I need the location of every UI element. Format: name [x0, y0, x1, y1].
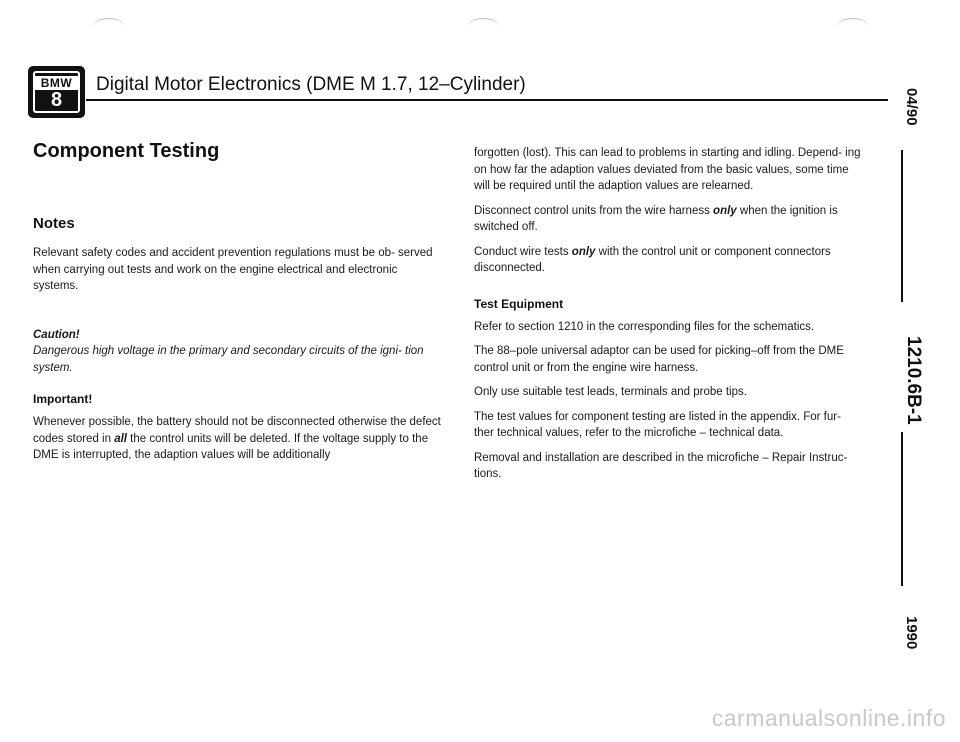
wire-test-emphasis: only — [571, 245, 596, 258]
document-title: Digital Motor Electronics (DME M 1.7, 12–Cylinder) — [96, 74, 526, 95]
test-equipment-item-2: The 88–pole universal adaptor can be used for picking–off from the DME control unit or from the engine wire harness. — [474, 345, 844, 374]
sidebar-year: 1990 — [903, 616, 920, 650]
disconnect-text-2: when the ignition is switched off. — [474, 204, 838, 233]
wire-test-paragraph — [474, 244, 862, 277]
logo-frame — [33, 71, 80, 113]
caution-label: Caution! — [33, 328, 80, 341]
header-rule — [86, 99, 888, 101]
logo-brand: BMW — [35, 76, 78, 90]
disconnect-paragraph — [474, 203, 862, 236]
important-text-2: the control units will be deleted. If the voltage supply to the DME is interrupted, the adaption values will be additionally — [33, 432, 429, 461]
test-equipment-item-4: The test values for component testing are listed in the appendix. For fur- ther technical values, refer to the microfiche – technical data. — [474, 410, 841, 439]
disconnect-emphasis: only — [713, 204, 737, 217]
important-paragraph — [33, 414, 441, 464]
sidebar-date: 04/90 — [903, 88, 920, 126]
test-equipment-item-3: Only use suitable test leads, terminals and probe tips. — [474, 386, 747, 398]
right-column — [474, 145, 862, 491]
logo-number: 8 — [50, 89, 63, 111]
notes-paragraph: Relevant safety codes and accident prevention regulations must be ob- served when carrying out tests and work on the engine electrical and electronic systems. — [33, 247, 433, 292]
wire-test-text-2: with the control unit or component connectors disconnected. — [474, 245, 831, 274]
test-equipment-item-5: Removal and installation are described in the microfiche – Repair Instruc- tions. — [474, 451, 848, 480]
left-column — [33, 140, 441, 472]
scan-mark-center — [466, 18, 500, 39]
important-emphasis: all — [114, 432, 127, 445]
caution-text: Dangerous high voltage in the primary and secondary circuits of the igni- tion system. — [33, 345, 424, 374]
page-heading: Component Testing — [33, 140, 220, 162]
important-text-1: Whenever possible, the battery should not be disconnected otherwise the defect codes stored in — [33, 416, 441, 445]
bmw-8-logo — [28, 66, 85, 118]
adaption-paragraph: forgotten (lost). This can lead to problems in starting and idling. Depend- ing on how far the adaption values deviated from the basic values, some time will be required until the adaption values are relearned. — [474, 147, 861, 192]
scan-mark-right — [836, 18, 870, 39]
test-equipment-heading: Test Equipment — [474, 296, 564, 311]
scan-mark-left — [92, 18, 126, 39]
test-equipment-item-1: Refer to section 1210 in the corresponding files for the schematics. — [474, 320, 815, 333]
wire-test-text-1: Conduct wire tests — [474, 245, 572, 258]
important-heading: Important! — [33, 392, 93, 406]
side-rule-middle — [901, 432, 903, 586]
disconnect-text-1: Disconnect control units from the wire harness — [474, 204, 714, 217]
notes-heading: Notes — [33, 215, 75, 232]
side-rule-upper — [901, 150, 903, 302]
sidebar-page-code: 1210.6B-1 — [903, 336, 924, 425]
watermark: carmanualsonline.info — [711, 705, 946, 731]
